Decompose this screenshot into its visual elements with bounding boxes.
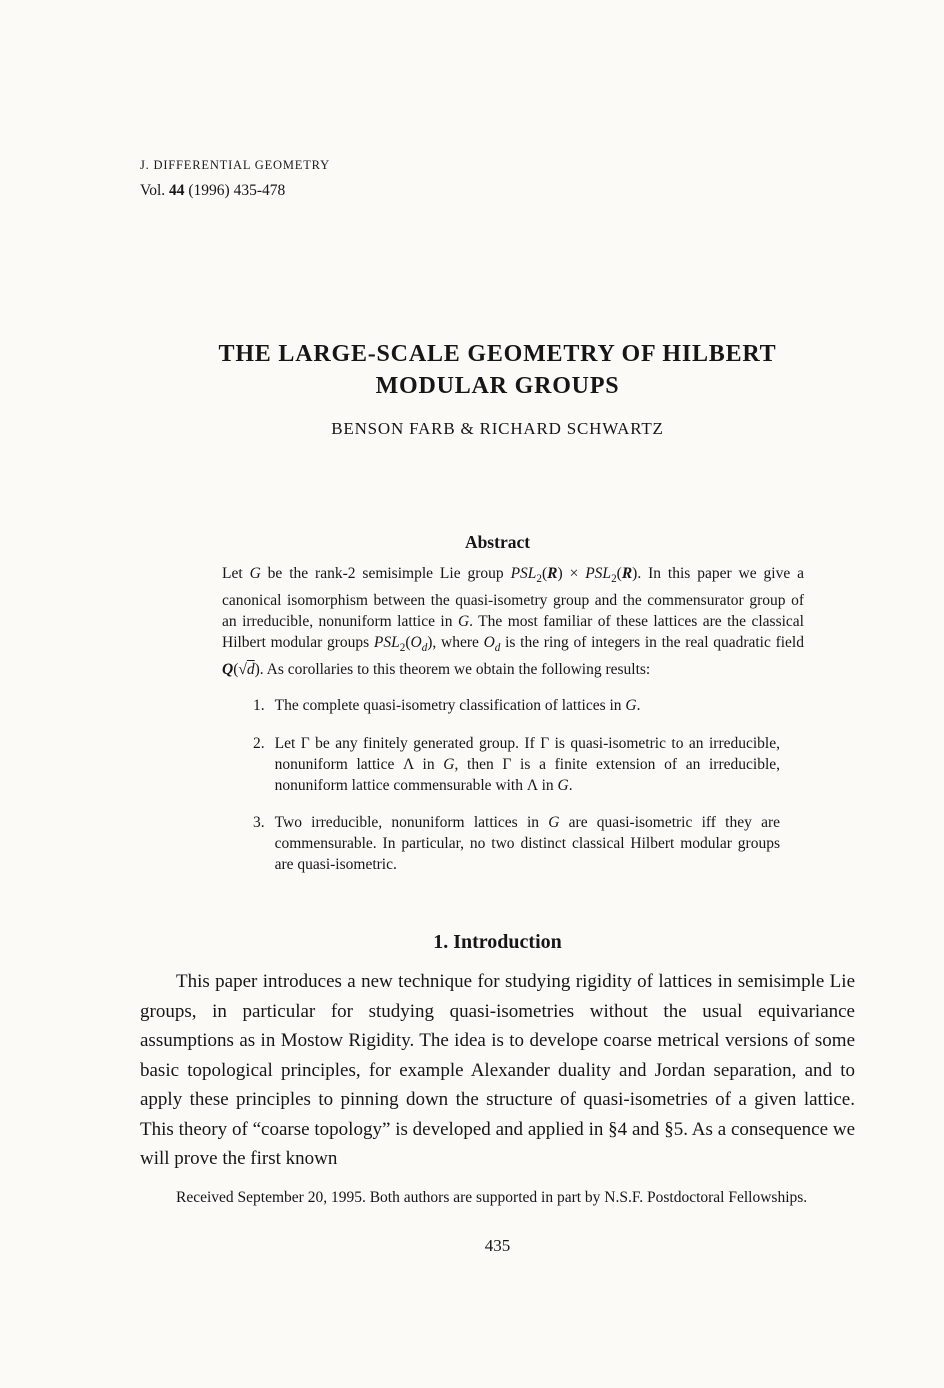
list-item-number: 2. <box>253 735 265 753</box>
content-column <box>140 158 855 1256</box>
abstract-list-item-3 <box>253 812 780 875</box>
received-footnote: Received September 20, 1995. Both authors are supported in part by N.S.F. Postdoctoral Fellowships. <box>176 1188 808 1206</box>
introduction-paragraph: This paper introduces a new technique for studying rigidity of lattices in semisimple Lie groups, in particular for studying quasi-isometries without the usual equivariance assumptions as in Mostow Rigidity. The idea is to develope coarse metrical versions of some basic topological principles, for example Alexander duality and Jordan separation, and to apply these principles to pinning down the structure of quasi-isometries of a given lattice. This theory of “coarse topology” is developed and applied in §4 and §5. As a consequence we will prove the first known <box>140 971 855 1170</box>
list-item-text: Two irreducible, nonuniform lattices in G are quasi-isometric iff they are commensurable. In particular, no two distinct classical Hilbert modular groups are quasi-isometric. <box>274 814 780 874</box>
section-heading-introduction: 1. Introduction <box>433 931 562 954</box>
paper-title: THE LARGE-SCALE GEOMETRY OF HILBERT MODULAR GROUPS <box>218 341 777 399</box>
list-item-number: 3. <box>253 814 265 832</box>
list-item-text: Let Γ be any finitely generated group. If Γ is quasi-isometric to an irreducible, nonuniform lattice Λ in G, then Γ is a finite extension of an irreducible, nonuniform lattice commensurable with Λ in G. <box>274 735 781 795</box>
list-item-number: 1. <box>253 697 265 715</box>
list-item-text: The complete quasi-isometry classification of lattices in G. <box>274 697 641 715</box>
abstract-list-item-2 <box>253 733 780 796</box>
abstract-list-item-1 <box>253 695 780 716</box>
abstract-body: Let G be the rank-2 semisimple Lie group $PSL_2(R) \times PSL_2(R)$. In this paper we give a canonical isomorphism between the quasi-isometry group and the commensurator group of an irreducible, nonuniform lattice in G. The most familiar of these lattices are the classical Hilbert modular groups $PSL_2(O_d)$, where $O_d$ is the ring of integers in the real quadratic field Q(√d). As corollaries to this theorem we obtain the following results: <box>222 565 804 679</box>
authors-line: BENSON FARB & RICHARD SCHWARTZ <box>331 419 664 438</box>
volume-issue-line: Vol. 44 (1996) 435-478 <box>140 182 286 199</box>
abstract-heading: Abstract <box>464 532 531 552</box>
journal-name: J. DIFFERENTIAL GEOMETRY <box>140 158 330 172</box>
page-number: 435 <box>484 1235 511 1255</box>
